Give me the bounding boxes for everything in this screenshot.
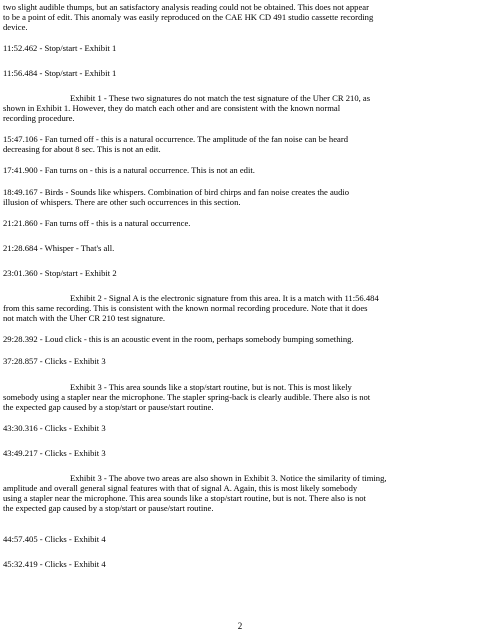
paragraph-line: somebody using a stapler near the microphone. The stapler spring-back is clearly audible. There also is not bbox=[3, 392, 371, 402]
paragraph-line: not match with the Uher CR 210 test signature. bbox=[3, 313, 166, 323]
timestamp-entry: 43:49.217 - Clicks - Exhibit 3 bbox=[3, 448, 106, 458]
paragraph-line: Exhibit 3 - This area sounds like a stop/start routine, but is not. This is most likely bbox=[70, 382, 352, 392]
paragraph-line: from this same recording. This is consistent with the known normal recording procedure. Note that it does bbox=[3, 303, 368, 313]
paragraph-line: amplitude and overall general signal features with that of signal A. Again, this is most likely somebody bbox=[3, 483, 358, 493]
timestamp-entry: 44:57.405 - Clicks - Exhibit 4 bbox=[3, 534, 106, 544]
page-number: 2 bbox=[237, 621, 243, 631]
timestamp-entry: 37:28.857 - Clicks - Exhibit 3 bbox=[3, 356, 106, 366]
paragraph-line: using a stapler near the microphone. This area sounds like a stop/start routine, but is not. There also is not bbox=[3, 493, 366, 503]
paragraph-line: Exhibit 3 - The above two areas are also shown in Exhibit 3. Notice the similarity of timing, bbox=[70, 473, 387, 483]
paragraph-line: the expected gap caused by a stop/start or pause/start routine. bbox=[3, 503, 214, 513]
paragraph-line: to be a point of edit. This anomaly was easily reproduced on the CAE HK CD 491 studio cassette recording bbox=[3, 12, 374, 22]
timestamp-entry: 23:01.360 - Stop/start - Exhibit 2 bbox=[3, 268, 117, 278]
timestamp-entry: 29:28.392 - Loud click - this is an acoustic event in the room, perhaps somebody bumping something. bbox=[3, 334, 354, 344]
paragraph-line: Exhibit 2 - Signal A is the electronic signature from this area. It is a match with 11:56.484 bbox=[70, 293, 379, 303]
timestamp-entry: 11:56.484 - Stop/start - Exhibit 1 bbox=[3, 68, 117, 78]
timestamp-entry: 11:52.462 - Stop/start - Exhibit 1 bbox=[3, 43, 117, 53]
timestamp-entry: 17:41.900 - Fan turns on - this is a natural occurrence. This is not an edit. bbox=[3, 165, 255, 175]
paragraph-line: the expected gap caused by a stop/start or pause/start routine. bbox=[3, 402, 214, 412]
timestamp-entry: 43:30.316 - Clicks - Exhibit 3 bbox=[3, 423, 106, 433]
timestamp-entry: 21:28.684 - Whisper - That's all. bbox=[3, 243, 115, 253]
timestamp-entry: 18:49.167 - Birds - Sounds like whispers. Combination of bird chirps and fan noise creates the audio bbox=[3, 187, 350, 197]
timestamp-entry: 21:21.860 - Fan turns off - this is a natural occurrence. bbox=[3, 218, 191, 228]
timestamp-entry: 15:47.106 - Fan turned off - this is a natural occurrence. The amplitude of the fan noise can be heard bbox=[3, 134, 348, 144]
paragraph-line: Exhibit 1 - These two signatures do not match the test signature of the Uher CR 210, as bbox=[70, 93, 371, 103]
timestamp-entry: 45:32.419 - Clicks - Exhibit 4 bbox=[3, 559, 106, 569]
paragraph-line: two slight audible thumps, but an satisfactory analysis reading could not be obtained. This does not appear bbox=[3, 2, 369, 12]
paragraph-line: illusion of whispers. There are other such occurrences in this section. bbox=[3, 197, 241, 207]
paragraph-line: shown in Exhibit 1. However, they do match each other and are consistent with the known normal bbox=[3, 103, 341, 113]
paragraph-line: recording procedure. bbox=[3, 113, 75, 123]
paragraph-line: device. bbox=[3, 22, 28, 32]
paragraph-line: decreasing for about 8 sec. This is not an edit. bbox=[3, 144, 161, 154]
